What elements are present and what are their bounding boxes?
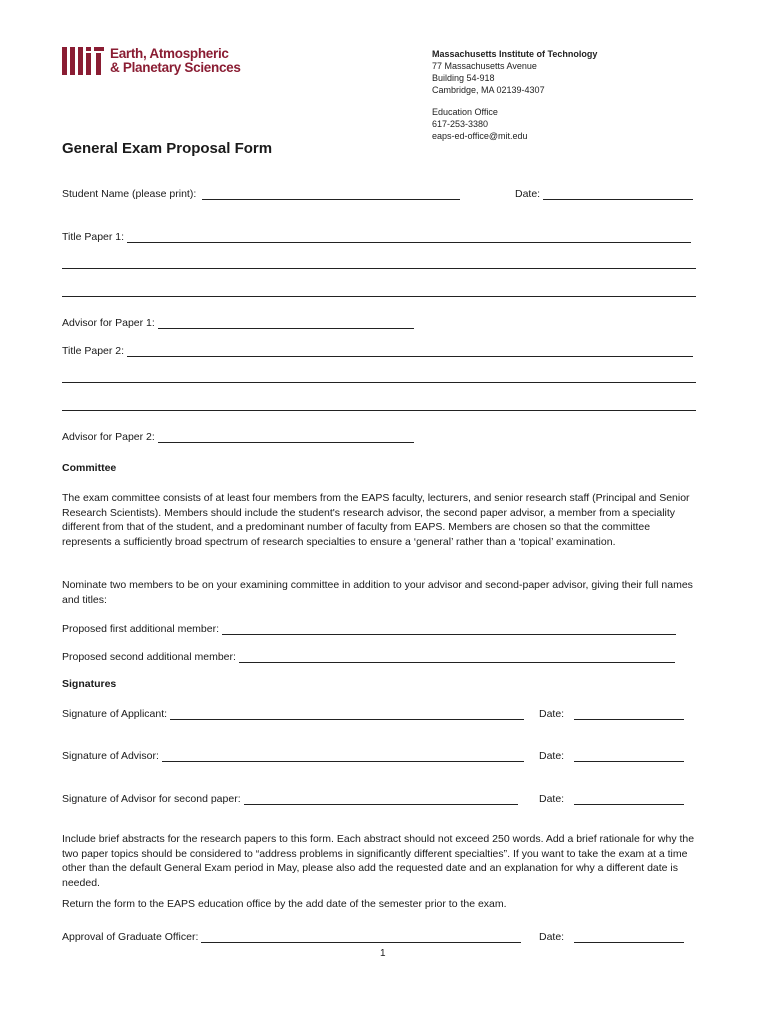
signatures-heading: Signatures — [62, 678, 117, 690]
second-advisor-signature-field[interactable] — [244, 792, 518, 805]
title-paper2-line-2[interactable] — [62, 382, 696, 383]
second-advisor-signature-row — [62, 791, 518, 805]
approval-date-field[interactable] — [574, 930, 684, 943]
office-phone: 617-253-3380 — [432, 119, 489, 129]
applicant-date-label: Date: — [539, 708, 565, 720]
second-member-field[interactable] — [239, 650, 675, 663]
address-line: Cambridge, MA 02139-4307 — [432, 85, 545, 95]
address-line: Building 54-918 — [432, 73, 495, 83]
title-paper2-field[interactable] — [127, 344, 693, 357]
date-row — [515, 186, 693, 200]
eaps-logo — [62, 46, 241, 76]
title-paper1-field[interactable] — [127, 230, 691, 243]
advisor-paper2-field[interactable] — [158, 430, 414, 443]
abstracts-paragraph: Include brief abstracts for the research papers to this form. Each abstract should not exceed 250 words. Add a brief rationale for why the two paper topics should be considered to “address problems in significantly different specialties”. If you want to take the exam at a time other than the default General Exam period in May, please also add the requested date and an explanation for why a different date is needed. — [62, 833, 695, 889]
applicant-signature-row — [62, 706, 524, 720]
advisor-signature-label: Signature of Advisor: — [62, 750, 159, 762]
applicant-date-field[interactable] — [574, 707, 684, 720]
second-member-label: Proposed second additional member: — [62, 651, 236, 663]
student-name-field[interactable] — [202, 187, 460, 200]
applicant-date-row — [539, 706, 684, 720]
second-advisor-date-row — [539, 791, 684, 805]
date-label: Date: — [515, 188, 541, 200]
first-member-row — [62, 621, 676, 635]
title-paper1-row — [62, 229, 691, 243]
approval-field[interactable] — [201, 930, 521, 943]
title-paper2-label: Title Paper 2: — [62, 345, 125, 357]
second-advisor-signature-label: Signature of Advisor for second paper: — [62, 793, 241, 805]
approval-row — [62, 929, 521, 943]
title-paper1-line-2[interactable] — [62, 268, 696, 269]
advisor-paper2-row — [62, 429, 414, 443]
advisor-paper1-field[interactable] — [158, 316, 414, 329]
advisor-date-label: Date: — [539, 750, 565, 762]
address-line: 77 Massachusetts Avenue — [432, 61, 537, 71]
office-line: Education Office — [432, 107, 498, 117]
first-member-field[interactable] — [222, 622, 676, 635]
institution-name: Massachusetts Institute of Technology — [432, 49, 598, 59]
approval-date-label: Date: — [539, 931, 565, 943]
student-name-label: Student Name (please print): — [62, 188, 197, 200]
applicant-signature-label: Signature of Applicant: — [62, 708, 168, 720]
student-name-row — [62, 186, 460, 200]
logo-text: Earth, Atmospheric & Planetary Sciences — [110, 46, 241, 75]
advisor-date-field[interactable] — [574, 749, 684, 762]
advisor-signature-field[interactable] — [162, 749, 524, 762]
title-paper1-label: Title Paper 1: — [62, 231, 125, 243]
second-advisor-date-field[interactable] — [574, 792, 684, 805]
advisor-date-row — [539, 748, 684, 762]
title-paper2-row — [62, 343, 693, 357]
approval-date-row — [539, 929, 684, 943]
advisor-paper2-label: Advisor for Paper 2: — [62, 431, 155, 443]
committee-heading: Committee — [62, 462, 117, 474]
title-paper2-line-3[interactable] — [62, 410, 696, 411]
approval-label: Approval of Graduate Officer: — [62, 931, 199, 943]
mit-logo-mark — [62, 47, 104, 75]
return-paragraph: Return the form to the EAPS education office by the add date of the semester prior to the exam. — [62, 898, 507, 910]
date-field[interactable] — [543, 187, 693, 200]
page-title: General Exam Proposal Form — [62, 140, 273, 157]
second-member-row — [62, 649, 675, 663]
nominate-paragraph: Nominate two members to be on your examining committee in addition to your advisor and second-paper advisor, giving their full names and titles: — [62, 579, 693, 606]
office-email: eaps-ed-office@mit.edu — [432, 131, 528, 141]
page-number: 1 — [380, 948, 386, 959]
advisor-paper1-label: Advisor for Paper 1: — [62, 317, 155, 329]
advisor-signature-row — [62, 748, 524, 762]
address-block — [432, 48, 597, 142]
second-advisor-date-label: Date: — [539, 793, 565, 805]
first-member-label: Proposed first additional member: — [62, 623, 219, 635]
applicant-signature-field[interactable] — [170, 707, 524, 720]
advisor-paper1-row — [62, 315, 414, 329]
committee-paragraph: The exam committee consists of at least four members from the EAPS faculty, lecturers, and senior research staff (Principal and Senior Research Scientists). Members should include the student's research advisor, the second paper advisor, a member from a speciality different from that of the student, and a predominant number of faculty from EAPS. Members are chosen so that the committee represents a sufficiently broad spectrum of research specialties to ensure a ‘general’ rather than a ‘topical’ examination. — [62, 492, 690, 548]
title-paper1-line-3[interactable] — [62, 296, 696, 297]
